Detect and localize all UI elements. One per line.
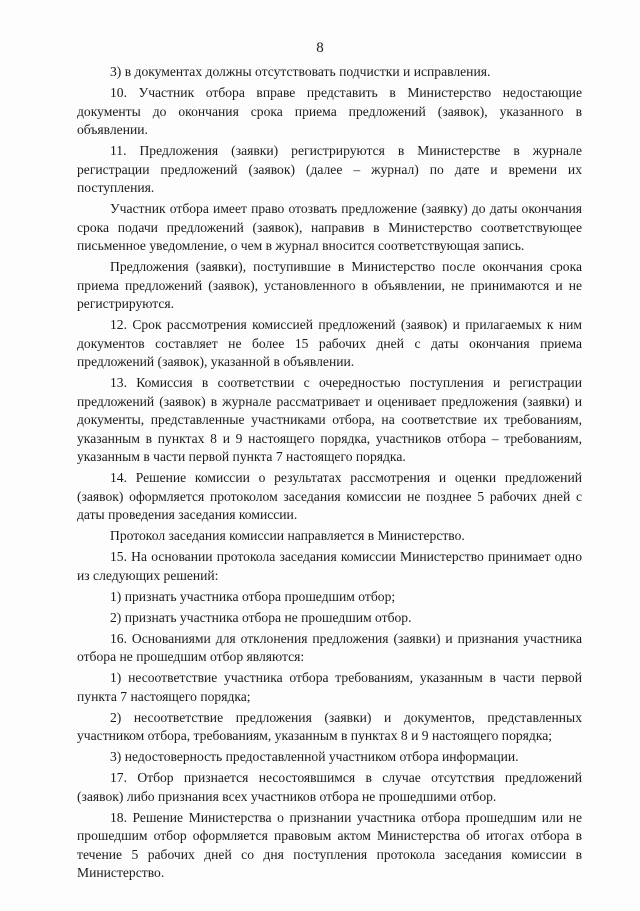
paragraph-16-item-3: 3) недостоверность предоставленной участником отбора информации. (110, 749, 519, 764)
paragraph-18: 18. Решение Министерства о признании участника отбора прошедшим или не прошедшим отбор оформляется правовым актом Министерства об итогах отбора в течение 5 рабочих дней со дня поступления протокола заседания комиссии в Министерство. (77, 809, 582, 880)
paragraph-14-protocol: Протокол заседания комиссии направляется в Министерство. (110, 528, 465, 543)
paragraph-12: 12. Срок рассмотрения комиссией предложений (заявок) и прилагаемых к ним документов составляет не более 15 рабочих дней с даты окончания приема предложений (заявок), указанной в объявлении. (77, 317, 582, 369)
paragraph-15: 15. На основании протокола заседания комиссии Министерство принимает одно из следующих решений: (77, 549, 582, 583)
paragraph-15-item-2: 2) признать участника отбора не прошедшим отбор. (110, 609, 412, 625)
document-body (77, 63, 582, 885)
paragraph-10: 10. Участник отбора вправе представить в Министерство недостающие документы до окончания срока приема предложений (заявок), указанного в объявлении. (77, 85, 582, 137)
paragraph-item-3: 3) в документах должны отсутствовать подчистки и исправления. (110, 64, 491, 79)
paragraph-14: 14. Решение комиссии о результатах рассмотрения и оценки предложений (заявок) оформляется протоколом заседания комиссии не позднее 5 рабочих дней с даты проведения заседания комиссии. (77, 470, 582, 522)
paragraph-16-item-1: 1) несоответствие участника отбора требованиям, указанным в части первой пункта 7 настоящего порядка; (77, 670, 582, 704)
paragraph-16-item-2: 2) несоответствие предложения (заявки) и документов, представленных участником отбора, требованиям, указанным в пунктах 8 и 9 настоящего порядка; (77, 709, 582, 743)
paragraph-16: 16. Основаниями для отклонения предложения (заявки) и признания участника отбора не прошедшим отбор являются: (77, 630, 582, 664)
paragraph-11: 11. Предложения (заявки) регистрируются в Министерстве в журнале регистрации предложений (заявок) (далее – журнал) по дате и времени их поступления. (77, 143, 582, 195)
paragraph-15-item-1: 1) признать участника отбора прошедшим отбор; (110, 588, 396, 604)
page-number: 8 (316, 40, 324, 56)
paragraph-11-withdrawal: Участник отбора имеет право отозвать предложение (заявку) до даты окончания срока подачи предложений (заявок), направив в Министерство соответствующее письменное уведомление, о чем в журнал вносится соответствующая запись. (77, 201, 582, 253)
paragraph-13: 13. Комиссия в соответствии с очередностью поступления и регистрации предложений (заявок) в журнале рассматривает и оценивает предложения (заявки) и документы, представленные участниками отбора, на соответствие их требованиям, указанным в пунктах 8 и 9 настоящего порядка, участников отбора – требованиям, указанным в части первой пункта 7 настоящего порядка. (77, 375, 582, 464)
paragraph-17: 17. Отбор признается несостоявшимся в случае отсутствия предложений (заявок) либо признания всех участников отбора не прошедшими отбор. (77, 770, 582, 804)
paragraph-11-late-submissions: Предложения (заявки), поступившие в Министерство после окончания срока приема предложений (заявок), установленного в объявлении, не принимаются и не регистрируются. (77, 259, 582, 311)
